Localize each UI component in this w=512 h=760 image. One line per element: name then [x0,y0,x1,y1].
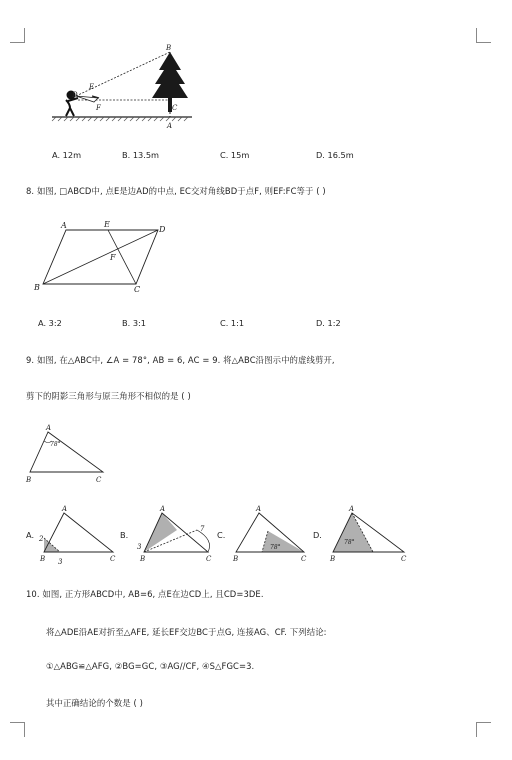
q9d-label-angle: 78° [344,539,355,546]
q7-option-c: C. 15m [220,150,250,160]
q9b-label-c: C [206,555,212,563]
q7-label-f: F [96,104,101,112]
q9c-label-angle: 78° [270,544,281,551]
q9-stem-line2: 剪下的阴影三角形与原三角形不相似的是 ( ) [26,391,191,401]
q8-stem: 8. 如图, □ABCD中, 点E是边AD的中点, EC交对角线BD于点F, 则EF:FC等于 ( ) [26,186,326,196]
q9a-label-3: 3 [58,558,63,566]
q8-option-d: D. 1:2 [316,318,341,328]
q9-option-c-letter: C. [217,530,226,540]
q9-label-a: A [46,424,52,432]
q9c-label-b: B [233,555,239,563]
q9a-label-b: B [40,555,46,563]
q7-label-c: C [172,104,178,112]
q8-label-d: D [159,225,166,234]
q8-label-e: E [104,220,110,229]
q7-label-e: E [89,83,95,91]
q9-label-b: B [26,476,32,484]
q9a-label-a: A [62,505,68,513]
q9d-label-c: C [401,555,407,563]
q9-option-a-letter: A. [26,530,35,540]
q7-label-a: A [167,122,173,130]
corner-mark-bottom-right [476,722,491,737]
q8-option-c: C. 1:1 [220,318,245,328]
q9-label-angle: 78° [50,441,61,448]
q10-stem-line3: ①△ABG≌△AFG, ②BG=GC, ③AG//CF, ④S△FGC=3. [46,661,255,671]
q9a-label-2: 2 [39,535,44,543]
q9c-label-c: C [301,555,307,563]
q7-label-b: B [166,44,172,52]
q10-stem-line1: 10. 如图, 正方形ABCD中, AB=6, 点E在边CD上, 且CD=3DE. [26,589,264,599]
q8-option-a: A. 3:2 [38,318,62,328]
q8-label-f: F [110,253,116,262]
q9a-label-c: C [110,555,116,563]
q9-option-b-letter: B. [120,530,129,540]
q9b-label-a: A [160,505,166,513]
q9-label-c: C [96,476,102,484]
q9d-label-b: B [330,555,336,563]
q9c-label-a: A [256,505,262,513]
q9b-label-3: 3 [137,543,142,551]
q7-option-b: B. 13.5m [122,150,160,160]
q9-stem-line1: 9. 如图, 在△ABC中, ∠A = 78°, AB = 6, AC = 9. 将△ABC沿图示中的虚线剪开, [26,355,335,365]
q9d-label-a: A [349,505,355,513]
q8-label-b: B [34,283,40,292]
q9b-label-7: 7 [200,525,205,533]
corner-mark-bottom-left [10,722,25,737]
q10-stem-line2: 将△ADE沿AE对折至△AFE, 延长EF交边BC于点G, 连接AG、CF. 下列结论: [46,627,327,637]
q8-label-a: A [61,221,67,230]
q9-option-d-letter: D. [313,530,322,540]
q10-stem-line4: 其中正确结论的个数是 ( ) [46,698,144,708]
q8-label-c: C [134,285,141,294]
q9b-label-b: B [140,555,146,563]
q7-option-a: A. 12m [52,150,82,160]
q7-option-d: D. 16.5m [316,150,354,160]
q7-label-d: D [72,91,78,99]
q8-option-b: B. 3:1 [122,318,146,328]
